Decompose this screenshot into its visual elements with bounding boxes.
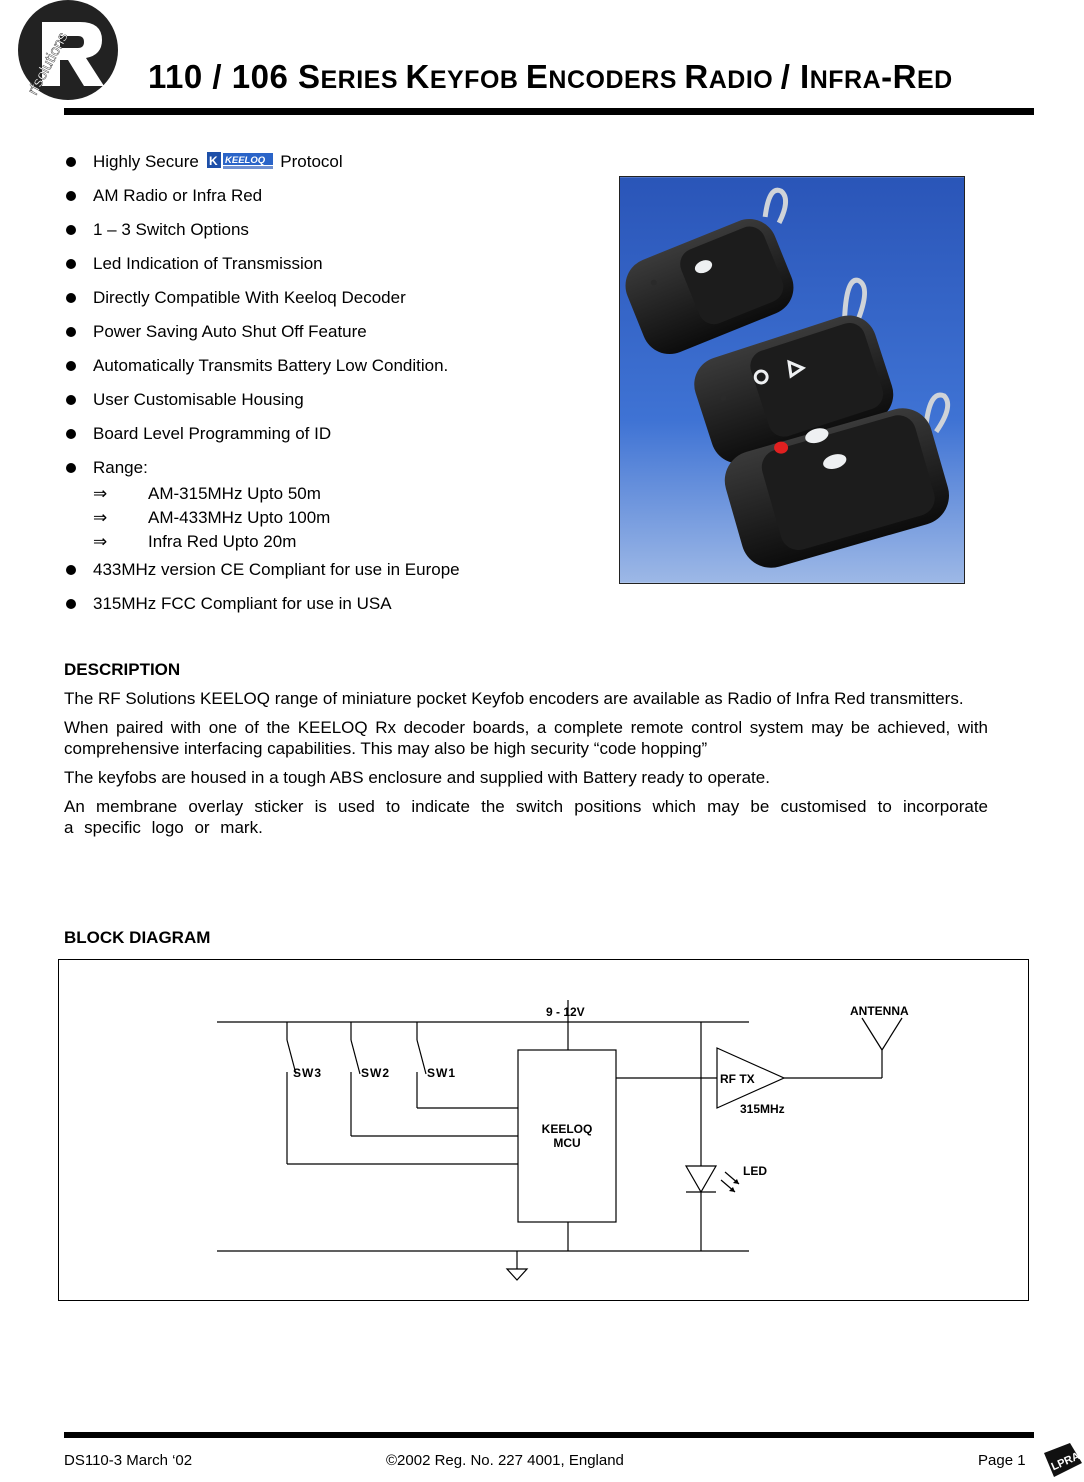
feature-item [64, 288, 604, 322]
switch-sw3 [287, 1022, 518, 1164]
header-rule [64, 108, 1034, 115]
description-paragraph: An membrane overlay sticker is used to indicate the switch positions which may be customised to incorporate a specific logo or mark. [64, 797, 988, 837]
page-number: Page 1 [978, 1452, 1026, 1469]
led-label: LED [743, 1164, 767, 1178]
description-paragraph: The keyfobs are housed in a tough ABS enclosure and supplied with Battery ready to operate. [64, 768, 770, 787]
rf-solutions-logo [2, 0, 130, 104]
page-title [148, 58, 953, 96]
range-item [93, 530, 604, 554]
feature-text: AM Radio or Infra Red [93, 186, 263, 205]
bullet-icon [66, 429, 76, 439]
bullet-icon [66, 599, 76, 609]
range-item [93, 506, 604, 530]
led-icon [686, 1022, 739, 1251]
feature-text: Led Indication of Transmission [93, 254, 323, 273]
title-part: R [684, 58, 709, 95]
title-part: EYFOB [429, 66, 526, 94]
antenna-icon [862, 1018, 902, 1078]
block-diagram-heading: BLOCK DIAGRAM [64, 928, 211, 947]
description-paragraph: When paired with one of the KEELOQ Rx decoder boards, a complete remote control system may be achieved, with comprehensive interfacing capabilities. This may also be high security “code hopping” [64, 718, 988, 758]
feature-item [64, 594, 604, 628]
feature-text: Directly Compatible With Keeloq Decoder [93, 288, 406, 307]
feature-item [64, 322, 604, 356]
keeloq-logo [207, 152, 273, 170]
bullet-icon [66, 259, 76, 269]
badge-text: LPRA [1049, 1450, 1082, 1474]
lpra-badge-logo [1040, 1443, 1082, 1479]
feature-item [64, 152, 604, 186]
feature-item [64, 254, 604, 288]
bullet-icon [66, 463, 76, 473]
logo-text: rfsolutions [24, 29, 72, 98]
title-part: E [525, 58, 549, 95]
title-part: / [780, 58, 801, 95]
range-text: AM-315MHz Upto 50m [148, 484, 321, 503]
title-part: K [405, 58, 430, 95]
feature-item [64, 220, 604, 254]
feature-text: Board Level Programming of ID [93, 424, 332, 443]
arrow-icon: ⇒ [93, 532, 108, 551]
antenna-label: ANTENNA [850, 1004, 909, 1018]
block-diagram-canvas [59, 960, 1028, 1300]
feature-list [64, 152, 604, 628]
bullet-icon [66, 395, 76, 405]
feature-item [64, 424, 604, 458]
feature-text: 1 – 3 Switch Options [93, 220, 249, 239]
keyfob-product-photo [619, 176, 965, 584]
range-item [93, 482, 604, 506]
title-part: -R [881, 58, 917, 95]
bullet-icon [66, 191, 76, 201]
document-id: DS110-3 March ‘02 [64, 1452, 193, 1469]
description-heading: DESCRIPTION [64, 660, 181, 679]
arrow-icon: ⇒ [93, 484, 108, 503]
title-part: 110 / 106 [148, 58, 298, 95]
range-label: Range: [93, 458, 148, 477]
bullet-icon [66, 157, 76, 167]
sw1-label: SW1 [427, 1066, 457, 1080]
feature-text: Highly Secure [93, 152, 199, 171]
svg-text:K: K [208, 154, 218, 168]
feature-text: 315MHz FCC Compliant for use in USA [93, 594, 392, 613]
bullet-icon [66, 361, 76, 371]
title-part: ADIO [708, 66, 781, 94]
range-text: Infra Red Upto 20m [148, 532, 297, 551]
feature-item [64, 356, 604, 390]
footer-rule [64, 1432, 1034, 1438]
sw3-label: SW3 [293, 1066, 323, 1080]
feature-text: Power Saving Auto Shut Off Feature [93, 322, 367, 341]
feature-text: User Customisable Housing [93, 390, 304, 409]
frequency-label: 315MHz [740, 1102, 785, 1116]
description-paragraph: The RF Solutions KEELOQ range of miniature pocket Keyfob encoders are available as Radio of Infra Red transmitters. [64, 689, 964, 708]
mcu-label-line2: MCU [553, 1136, 581, 1150]
feature-item-range [64, 458, 604, 554]
title-part: ERIES [320, 66, 406, 94]
bullet-icon [66, 327, 76, 337]
feature-item [64, 560, 604, 594]
feature-text: Protocol [280, 152, 343, 171]
title-part: I [800, 58, 810, 95]
sw2-label: SW2 [361, 1066, 391, 1080]
feature-item [64, 186, 604, 220]
feature-item [64, 390, 604, 424]
keeloq-logo-text: KEELOQ [224, 155, 265, 166]
bullet-icon [66, 293, 76, 303]
title-part: NFRA [809, 66, 882, 94]
feature-text: Automatically Transmits Battery Low Condition. [93, 356, 449, 375]
title-part: S [297, 58, 321, 95]
range-list [93, 482, 604, 554]
range-text: AM-433MHz Upto 100m [148, 508, 331, 527]
ground-icon [507, 1269, 527, 1280]
switch-sw1 [417, 1022, 518, 1108]
description-body [64, 688, 988, 846]
title-part: ED [916, 66, 953, 94]
block-diagram [58, 959, 1029, 1301]
feature-text: 433MHz version CE Compliant for use in Europe [93, 560, 460, 579]
copyright: ©2002 Reg. No. 227 4001, England [386, 1452, 624, 1469]
bullet-icon [66, 225, 76, 235]
bullet-icon [66, 565, 76, 575]
arrow-icon: ⇒ [93, 508, 108, 527]
rf-tx-label: RF TX [720, 1072, 755, 1086]
title-part: NCODERS [548, 66, 685, 94]
mcu-label-line1: KEELOQ [541, 1122, 593, 1136]
supply-label: 9 - 12V [546, 1005, 585, 1019]
